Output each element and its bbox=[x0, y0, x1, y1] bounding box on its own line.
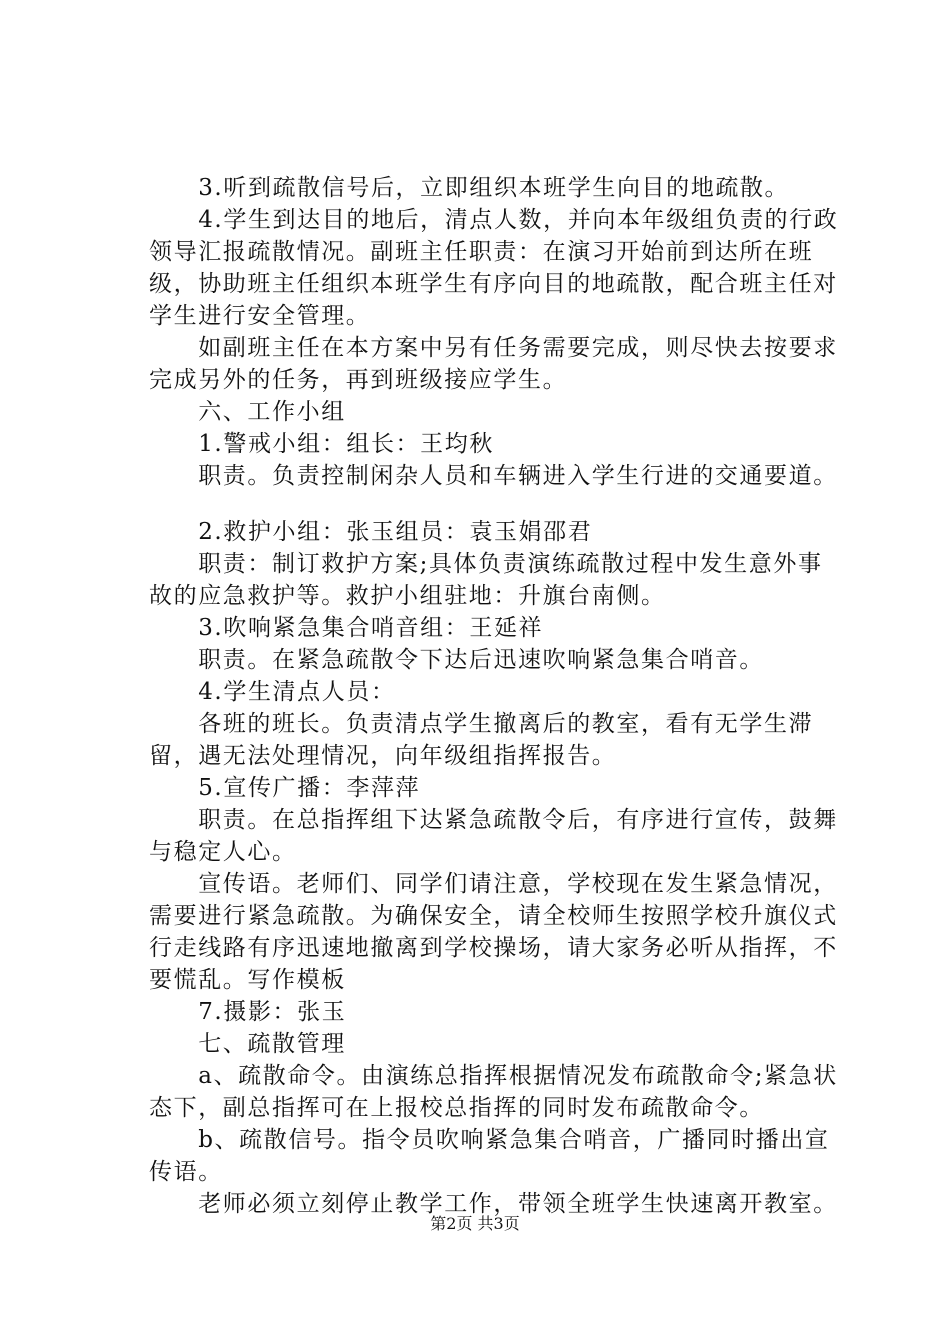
paragraph: 职责。负责控制闲杂人员和车辆进入学生行进的交通要道。 bbox=[149, 463, 838, 489]
page-number: 第2页 共3页 bbox=[430, 1214, 520, 1233]
paragraph: 职责。在总指挥组下达紧急疏散令后，有序进行宣传，鼓舞与稳定人心。 bbox=[149, 807, 838, 865]
paragraph: 4.学生到达目的地后，清点人数，并向本年级组负责的行政领导汇报疏散情况。副班主任职责：在演习开始前到达所在班级，协助班主任组织本班学生有序向目的地疏散，配合班主任对学生进行安全管理。 bbox=[149, 207, 839, 329]
paragraph: 5.宣传广播：李萍萍 bbox=[149, 775, 421, 801]
paragraph: 1.警戒小组：组长：王均秋 bbox=[149, 431, 494, 457]
paragraph: 如副班主任在本方案中另有任务需要完成，则尽快去按要求完成另外的任务，再到班级接应学生。 bbox=[149, 335, 838, 393]
paragraph: 7.摄影：张玉 bbox=[149, 999, 347, 1025]
paragraph: 4.学生清点人员： bbox=[149, 679, 396, 705]
paragraph: 3.吹响紧急集合哨音组：王延祥 bbox=[149, 615, 544, 641]
section-heading: 七、疏散管理 bbox=[149, 1031, 346, 1057]
paragraph: 各班的班长。负责清点学生撤离后的教室，看有无学生滞留，遇无法处理情况，向年级组指挥报告。 bbox=[149, 711, 814, 769]
paragraph: 3.听到疏散信号后，立即组织本班学生向目的地疏散。 bbox=[149, 175, 790, 201]
section-heading: 六、工作小组 bbox=[149, 399, 346, 425]
paragraph: 宣传语。老师们、同学们请注意，学校现在发生紧急情况，需要进行紧急疏散。为确保安全，请全校师生按照学校升旗仪式行走线路有序迅速地撤离到学校操场，请大家务必听从指挥，不要慌乱。写作模板 bbox=[149, 871, 838, 993]
paragraph: b、疏散信号。指令员吹响紧急集合哨音，广播同时播出宣传语。 bbox=[149, 1127, 830, 1185]
page-footer bbox=[0, 1214, 950, 1234]
paragraph: 老师必须立刻停止教学工作，带领全班学生快速离开教室。 bbox=[149, 1191, 838, 1217]
paragraph: 职责。在紧急疏散令下达后迅速吹响紧急集合哨音。 bbox=[149, 647, 764, 673]
paragraph: 2.救护小组：张玉组员：袁玉娟邵君 bbox=[149, 519, 593, 545]
paragraph: 职责：制订救护方案;具体负责演练疏散过程中发生意外事故的应急救护等。救护小组驻地：升旗台南侧。 bbox=[149, 551, 823, 609]
paragraph: a、疏散命令。由演练总指挥根据情况发布疏散命令;紧急状态下，副总指挥可在上报校总指挥的同时发布疏散命令。 bbox=[149, 1063, 838, 1121]
